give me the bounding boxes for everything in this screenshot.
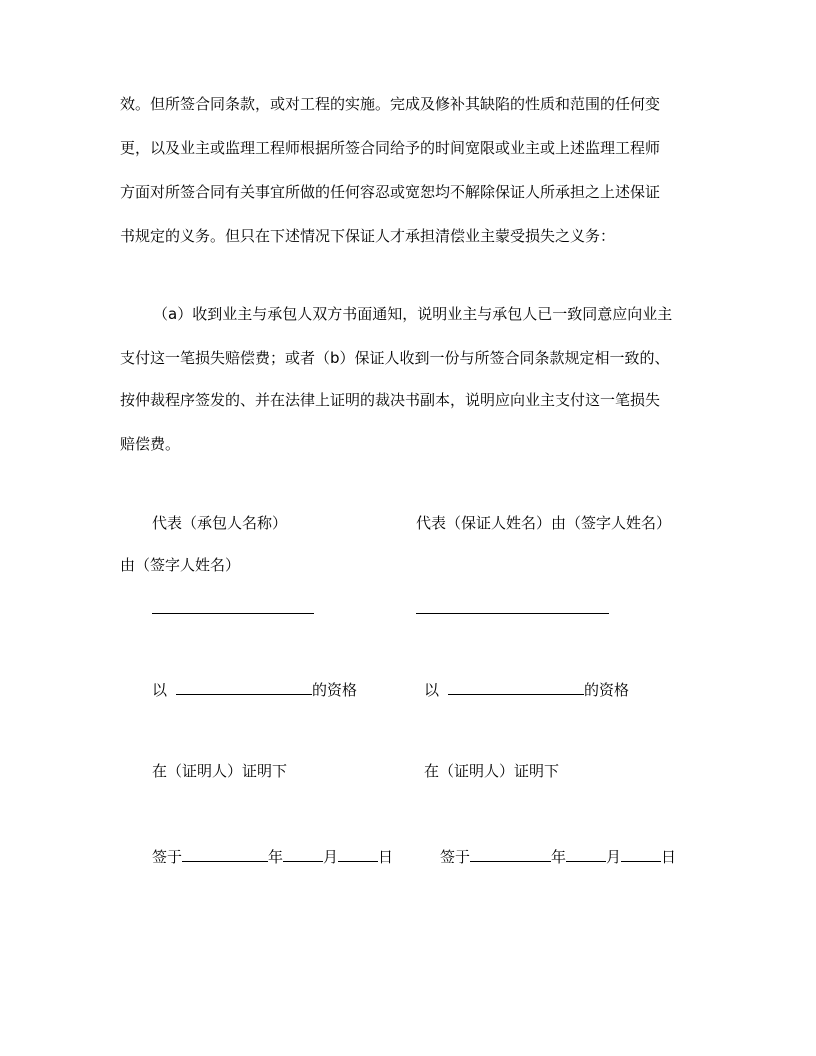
contractor-witness-label: 在（证明人）证明下 [152, 762, 288, 780]
guarantor-day-blank[interactable] [621, 845, 661, 862]
contractor-signer-label: 由（签字人姓名） [120, 556, 241, 574]
contractor-date-place-blank[interactable] [182, 845, 268, 862]
body-line-2: 更，以及业主或监理工程师根据所签合同给予的时间宽限或业主或上述监理工程师 [120, 139, 661, 157]
day-label: 日 [661, 848, 677, 866]
body-line-1: 效。但所签合同条款，或对工程的实施。完成及修补其缺陷的性质和范围的任何变 [120, 95, 661, 113]
year-label: 年 [551, 848, 567, 866]
month-label: 月 [323, 848, 339, 866]
contractor-representative-label: 代表（承包人名称） [152, 514, 288, 532]
guarantor-signature-line[interactable] [416, 613, 609, 614]
guarantor-date-place-blank[interactable] [470, 845, 551, 862]
signed-at-label: 签于 [440, 848, 471, 866]
contractor-day-blank[interactable] [338, 845, 378, 862]
clause-line-1: （a）收到业主与承包人双方书面通知，说明业主与承包人已一致同意应向业主 [153, 305, 673, 323]
contractor-month-blank[interactable] [283, 845, 323, 862]
body-line-3: 方面对所签合同有关事宜所做的任何容忍或宽恕均不解除保证人所承担之上述保证 [120, 183, 661, 201]
contractor-capacity-row [152, 678, 357, 700]
guarantor-capacity-row [424, 678, 629, 700]
capacity-prefix: 以 [152, 681, 168, 699]
body-line-4: 书规定的义务。但只在下述情况下保证人才承担清偿业主蒙受损失之义务： [120, 227, 616, 245]
capacity-prefix: 以 [424, 681, 440, 699]
clause-line-3: 按仲裁程序签发的、并在法律上证明的裁决书副本，说明应向业主支付这一笔损失 [120, 391, 661, 409]
clause-line-4: 赔偿费。 [120, 435, 181, 453]
capacity-suffix: 的资格 [312, 681, 358, 699]
day-label: 日 [378, 848, 394, 866]
guarantor-witness-label: 在（证明人）证明下 [424, 762, 560, 780]
capacity-suffix: 的资格 [584, 681, 630, 699]
year-label: 年 [268, 848, 284, 866]
contractor-signing-date-row [152, 845, 393, 867]
contractor-capacity-blank[interactable] [176, 678, 312, 695]
clause-line-2: 支付这一笔损失赔偿费；或者（b）保证人收到一份与所签合同条款规定相一致的、 [120, 349, 670, 367]
guarantor-capacity-blank[interactable] [448, 678, 584, 695]
guarantor-representative-label: 代表（保证人姓名）由（签字人姓名） [416, 514, 672, 532]
guarantor-signing-date-row [440, 845, 676, 867]
signed-at-label: 签于 [152, 848, 183, 866]
guarantor-month-blank[interactable] [566, 845, 606, 862]
month-label: 月 [606, 848, 622, 866]
contractor-signature-line[interactable] [152, 613, 314, 614]
